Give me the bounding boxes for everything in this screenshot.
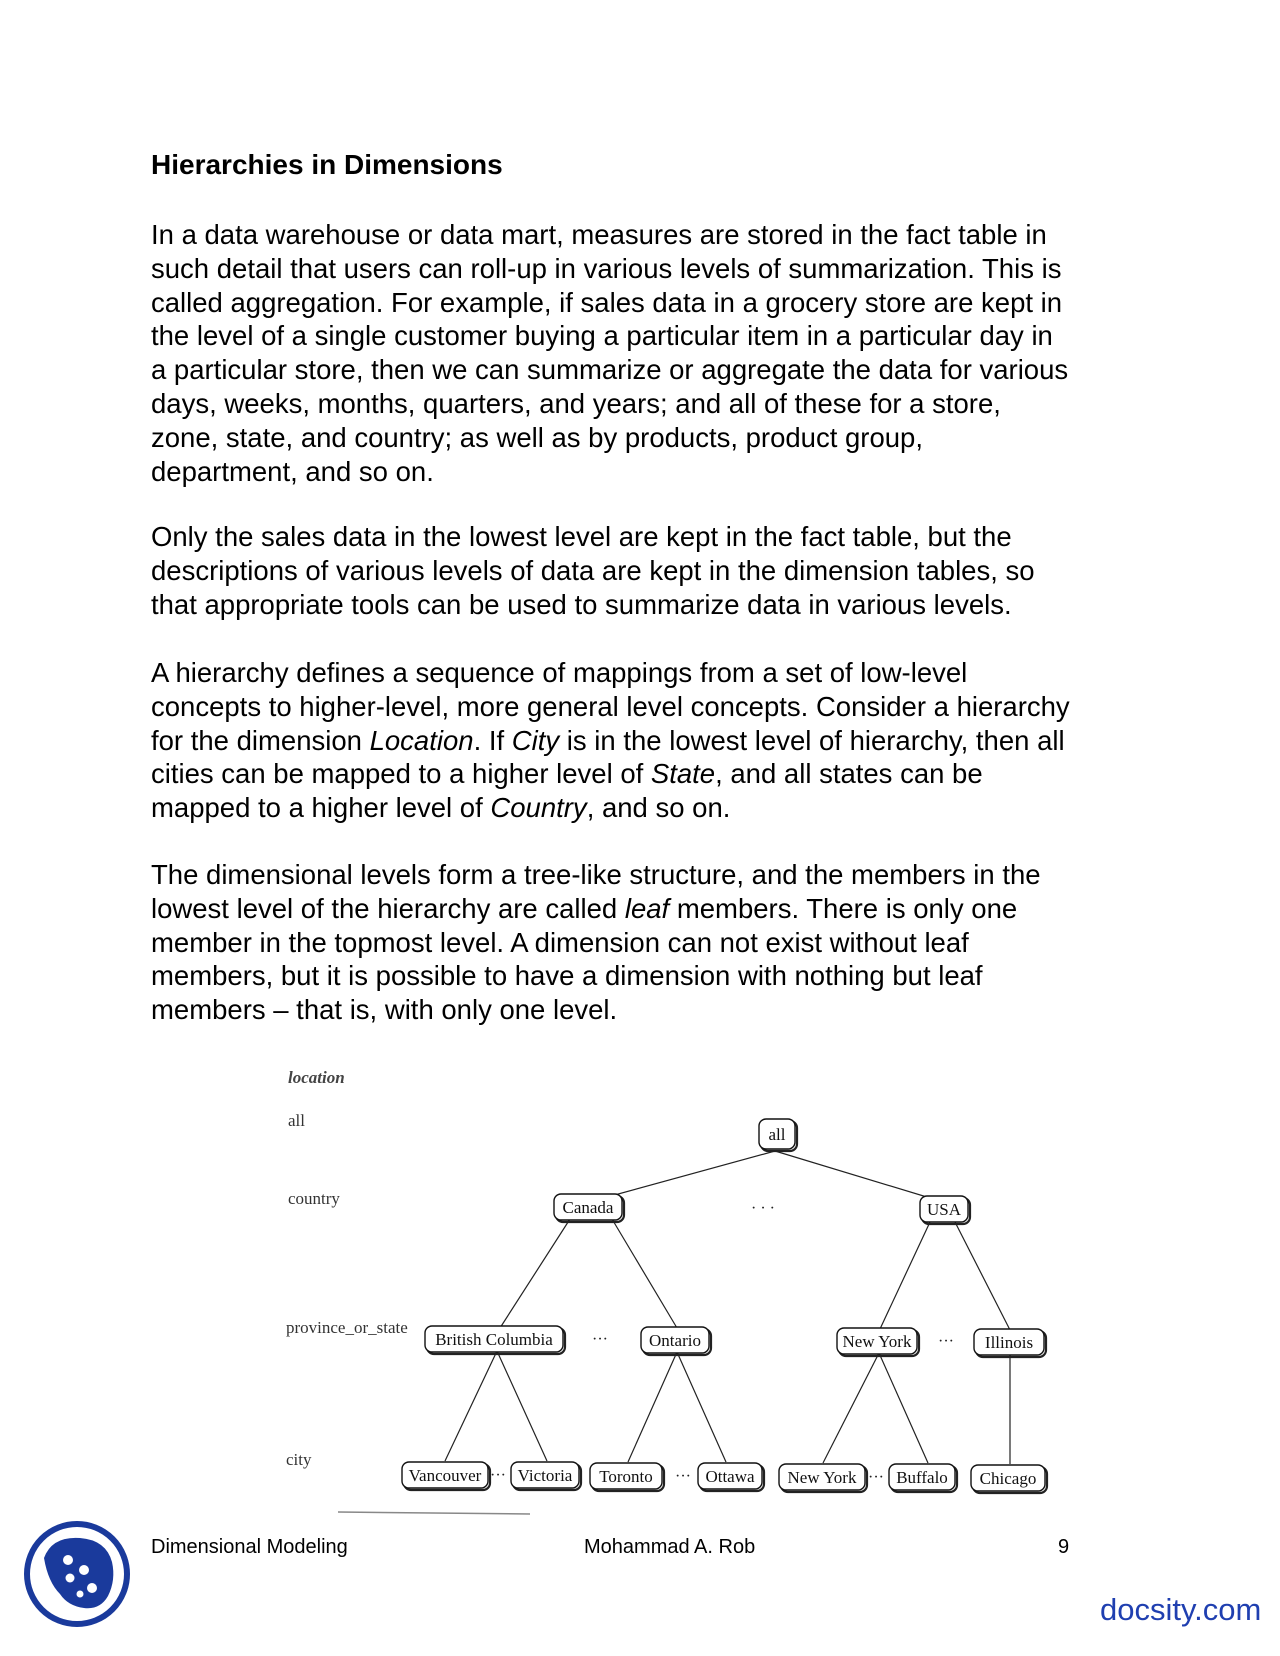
node-new-york-state <box>837 1328 919 1356</box>
edge-newyork-buffalo <box>879 1353 928 1463</box>
text-line: the level of a single customer buying a particular item in a particular day in <box>151 320 1053 352</box>
level-label-country: country <box>288 1189 340 1208</box>
text-line <box>151 757 1151 791</box>
node-chicago <box>971 1465 1047 1493</box>
edge-usa-newyork <box>880 1222 930 1329</box>
node-ontario <box>641 1327 711 1355</box>
text-run: members. There is only one <box>669 892 1018 924</box>
node-label: Ontario <box>649 1331 701 1350</box>
text-run: . If <box>473 724 512 756</box>
node-label: Vancouver <box>408 1466 482 1485</box>
node-ottawa <box>698 1463 764 1491</box>
node-toronto <box>590 1463 664 1491</box>
ellipsis: ··· <box>592 1331 608 1348</box>
text-line: that appropriate tools can be used to summarize data in various levels. <box>151 588 1012 620</box>
ellipsis: ··· <box>868 1469 884 1486</box>
node-label: Buffalo <box>896 1468 948 1487</box>
location-hierarchy-diagram <box>270 1058 1070 1518</box>
text-line: descriptions of various levels of data are kept in the dimension tables, so <box>151 554 1035 586</box>
text-line: The dimensional levels form a tree-like structure, and the members in the <box>151 859 1041 890</box>
ellipsis: ··· <box>490 1467 506 1484</box>
paragraph-hierarchy <box>151 656 1151 825</box>
section-heading: Hierarchies in Dimensions <box>151 149 503 180</box>
node-label: all <box>768 1125 786 1144</box>
edge-usa-illinois <box>955 1222 1010 1330</box>
text-run: , and all states can be <box>715 758 983 790</box>
text-line: In a data warehouse or data mart, measures are stored in the fact table in <box>151 219 1047 250</box>
text-line: members – that is, with only one level. <box>151 994 618 1026</box>
text-line: zone, state, and country; as well as by products, product group, <box>151 421 923 453</box>
node-illinois <box>974 1329 1046 1357</box>
text-line: department, and so on. <box>151 455 434 487</box>
ellipsis: · · · <box>751 1200 775 1217</box>
italic-term-city: City <box>511 724 560 756</box>
location-hierarchy-figure <box>270 1058 1070 1518</box>
text-line: such detail that users can roll-up in various levels of summarization. This is <box>151 252 1062 284</box>
paragraph-fact-table <box>151 520 1151 621</box>
edge-canada-ontario <box>612 1219 677 1328</box>
footer-title: Dimensional Modeling <box>151 1536 348 1558</box>
text-run: lowest level of the hierarchy are called <box>151 892 625 924</box>
edge-ontario-ottawa <box>677 1352 726 1462</box>
italic-term-leaf: leaf <box>624 892 670 924</box>
footer-page-number: 9 <box>1058 1536 1070 1558</box>
node-victoria <box>511 1462 581 1490</box>
text-line: A hierarchy defines a sequence of mappings from a set of low-level <box>151 657 968 688</box>
node-usa <box>920 1196 970 1224</box>
node-label: USA <box>926 1200 962 1219</box>
italic-term-location: Location <box>369 724 474 756</box>
ellipsis: ··· <box>938 1333 954 1350</box>
node-label: Victoria <box>517 1466 573 1485</box>
text-line: called aggregation. For example, if sales data in a grocery store are kept in <box>151 286 1063 318</box>
italic-term-state: State <box>650 758 716 790</box>
node-label: Chicago <box>979 1469 1037 1488</box>
node-label: British Columbia <box>435 1330 553 1349</box>
node-label: Canada <box>562 1198 614 1217</box>
text-line <box>151 791 1151 825</box>
text-run: mapped to a higher level of <box>151 792 491 824</box>
edge-newyork-newyorkcity <box>823 1353 879 1463</box>
node-vancouver <box>402 1462 490 1490</box>
text-line: members, but it is possible to have a dimension with nothing but leaf <box>151 960 983 992</box>
text-run: cities can be mapped to a higher level of <box>151 758 651 790</box>
node-british-columbia <box>425 1326 565 1354</box>
edge-all-usa <box>775 1151 940 1201</box>
node-canada <box>554 1194 624 1222</box>
docsity-logo-icon <box>22 1518 132 1630</box>
edge-all-canada <box>600 1151 775 1199</box>
level-title: location <box>288 1068 345 1087</box>
level-label-province-or-state: province_or_state <box>286 1318 408 1337</box>
text-run: for the dimension <box>151 724 370 756</box>
node-new-york-city <box>779 1464 867 1492</box>
edge-bc-victoria <box>497 1351 547 1461</box>
footer-author: Mohammad A. Rob <box>584 1536 756 1558</box>
node-buffalo <box>889 1464 957 1492</box>
level-label-city: city <box>286 1450 312 1469</box>
node-label: Illinois <box>984 1333 1034 1352</box>
node-label: Toronto <box>599 1467 653 1486</box>
text-line <box>151 892 1151 926</box>
edge-canada-bc <box>500 1219 570 1328</box>
figure-bottom-rule <box>338 1512 530 1514</box>
text-line: a particular store, then we can summarize or aggregate the data for various <box>151 354 1069 386</box>
italic-term-country: Country <box>490 792 587 824</box>
text-run: , and so on. <box>586 792 731 824</box>
text-line: concepts to higher-level, more general level concepts. Consider a hierarchy <box>151 690 1070 722</box>
text-run: is in the lowest level of hierarchy, then all <box>559 724 1065 756</box>
node-label: New York <box>787 1468 857 1487</box>
text-line: member in the topmost level. A dimension can not exist without leaf <box>151 926 969 958</box>
level-label-all: all <box>288 1111 305 1130</box>
docsity-brand-link[interactable]: docsity.com <box>1100 1592 1262 1627</box>
ellipsis: ··· <box>675 1468 691 1485</box>
text-line: Only the sales data in the lowest level are kept in the fact table, but the <box>151 521 1012 552</box>
paragraph-aggregation <box>151 218 1151 488</box>
node-all <box>759 1119 797 1151</box>
edge-ontario-toronto <box>628 1352 677 1462</box>
node-label: New York <box>842 1332 912 1351</box>
edge-bc-vancouver <box>445 1351 497 1461</box>
node-label: Ottawa <box>705 1467 755 1486</box>
paragraph-tree-structure <box>151 858 1151 1027</box>
text-line <box>151 724 1151 758</box>
text-line: days, weeks, months, quarters, and years; and all of these for a store, <box>151 387 1001 419</box>
